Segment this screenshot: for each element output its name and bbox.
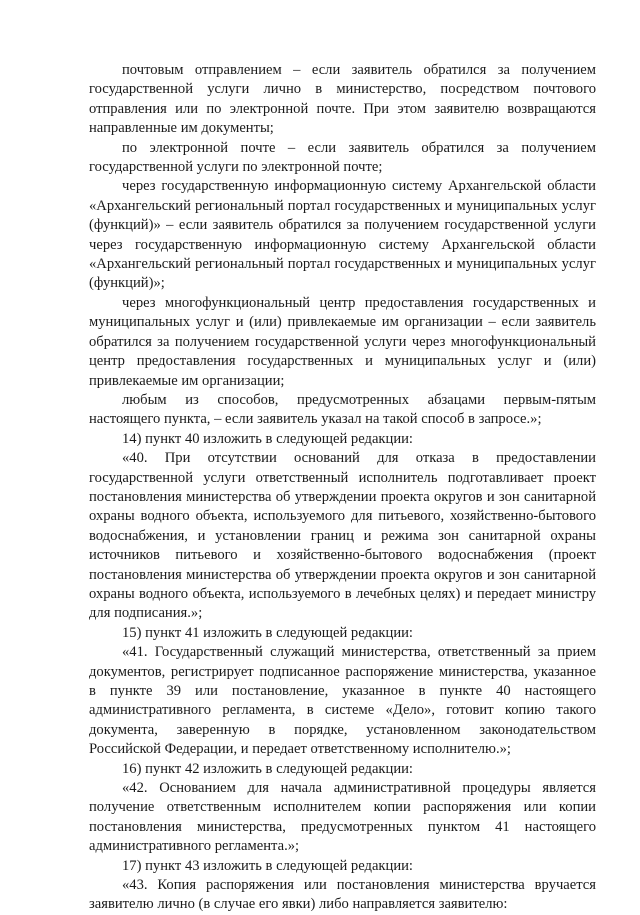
document-page bbox=[89, 61, 596, 915]
paragraph-item-17: 17) пункт 43 изложить в следующей редакции: bbox=[122, 857, 413, 874]
paragraph-portal: через государственную информационную систему Архангельской области «Архангельский региональный портал государственных и муниципальных услуг (функций)» – если заявитель обратился за получением государственной услуги через государственную информационную систему Архангельской области «Архангельский региональный портал государственных и муниципальных услуг (функций)»; bbox=[89, 178, 596, 292]
paragraph-mfc: через многофункциональный центр предоставления государственных и муниципальных услуг и (или) привлекаемые им организации – если заявитель обратился за получением государственной услуги через многофункциональный центр предоставления государственных и муниципальных услуг и (или) привлекаемые им организации; bbox=[89, 294, 596, 389]
paragraph-any-method: любым из способов, предусмотренных абзацами первым-пятым настоящего пункта, – если заявитель указал на такой способ в запросе.»; bbox=[89, 391, 596, 428]
paragraph-email: по электронной почте – если заявитель обратился за получением государственной услуги по электронной почте; bbox=[89, 139, 596, 176]
paragraph-clause-42: «42. Основанием для начала административной процедуры является получение ответственным исполнителем копии распоряжения или копии постановления министерства, предусмотренных пунктом 41 настоящего административного регламента.»; bbox=[89, 780, 596, 855]
paragraph-postal: почтовым отправлением – если заявитель обратился за получением государственной услуги лично в министерство, посредством почтового отправления или по электронной почте. При этом заявителю возвращаются направленные им документы; bbox=[89, 62, 596, 137]
paragraph-item-16: 16) пункт 42 изложить в следующей редакции: bbox=[122, 760, 413, 777]
paragraph-clause-43: «43. Копия распоряжения или постановления министерства вручается заявителю лично (в случае его явки) либо направляется заявителю: bbox=[89, 877, 596, 913]
paragraph-clause-41: «41. Государственный служащий министерства, ответственный за прием документов, регистрирует подписанное распоряжение министерства, указанное в пункте 39 или постановление, указанное в пункте 40 настоящего административного регламента, в системе «Дело», готовит копию такого документа, заверенную в порядке, установленном законодательством Российской Федерации, и передает ответственному исполнителю.»; bbox=[89, 644, 596, 758]
paragraph-clause-40: «40. При отсутствии оснований для отказа в предоставлении государственной услуги ответственный исполнитель подготавливает проект постановления министерства об утверждении проекта округов и зон санитарной охраны водного объекта, используемого для питьевого, хозяйственно-бытового водоснабжения, и установлении границ и режима зон санитарной охраны источников питьевого и хозяйственно-бытового водоснабжения (проект постановления министерства об утверждении проекта округов и зон санитарной охраны водного объекта, используемого в лечебных целях) и передает министру для подписания.»; bbox=[89, 450, 596, 622]
paragraph-item-14: 14) пункт 40 изложить в следующей редакции: bbox=[122, 430, 413, 447]
paragraph-item-15: 15) пункт 41 изложить в следующей редакции: bbox=[122, 624, 413, 641]
